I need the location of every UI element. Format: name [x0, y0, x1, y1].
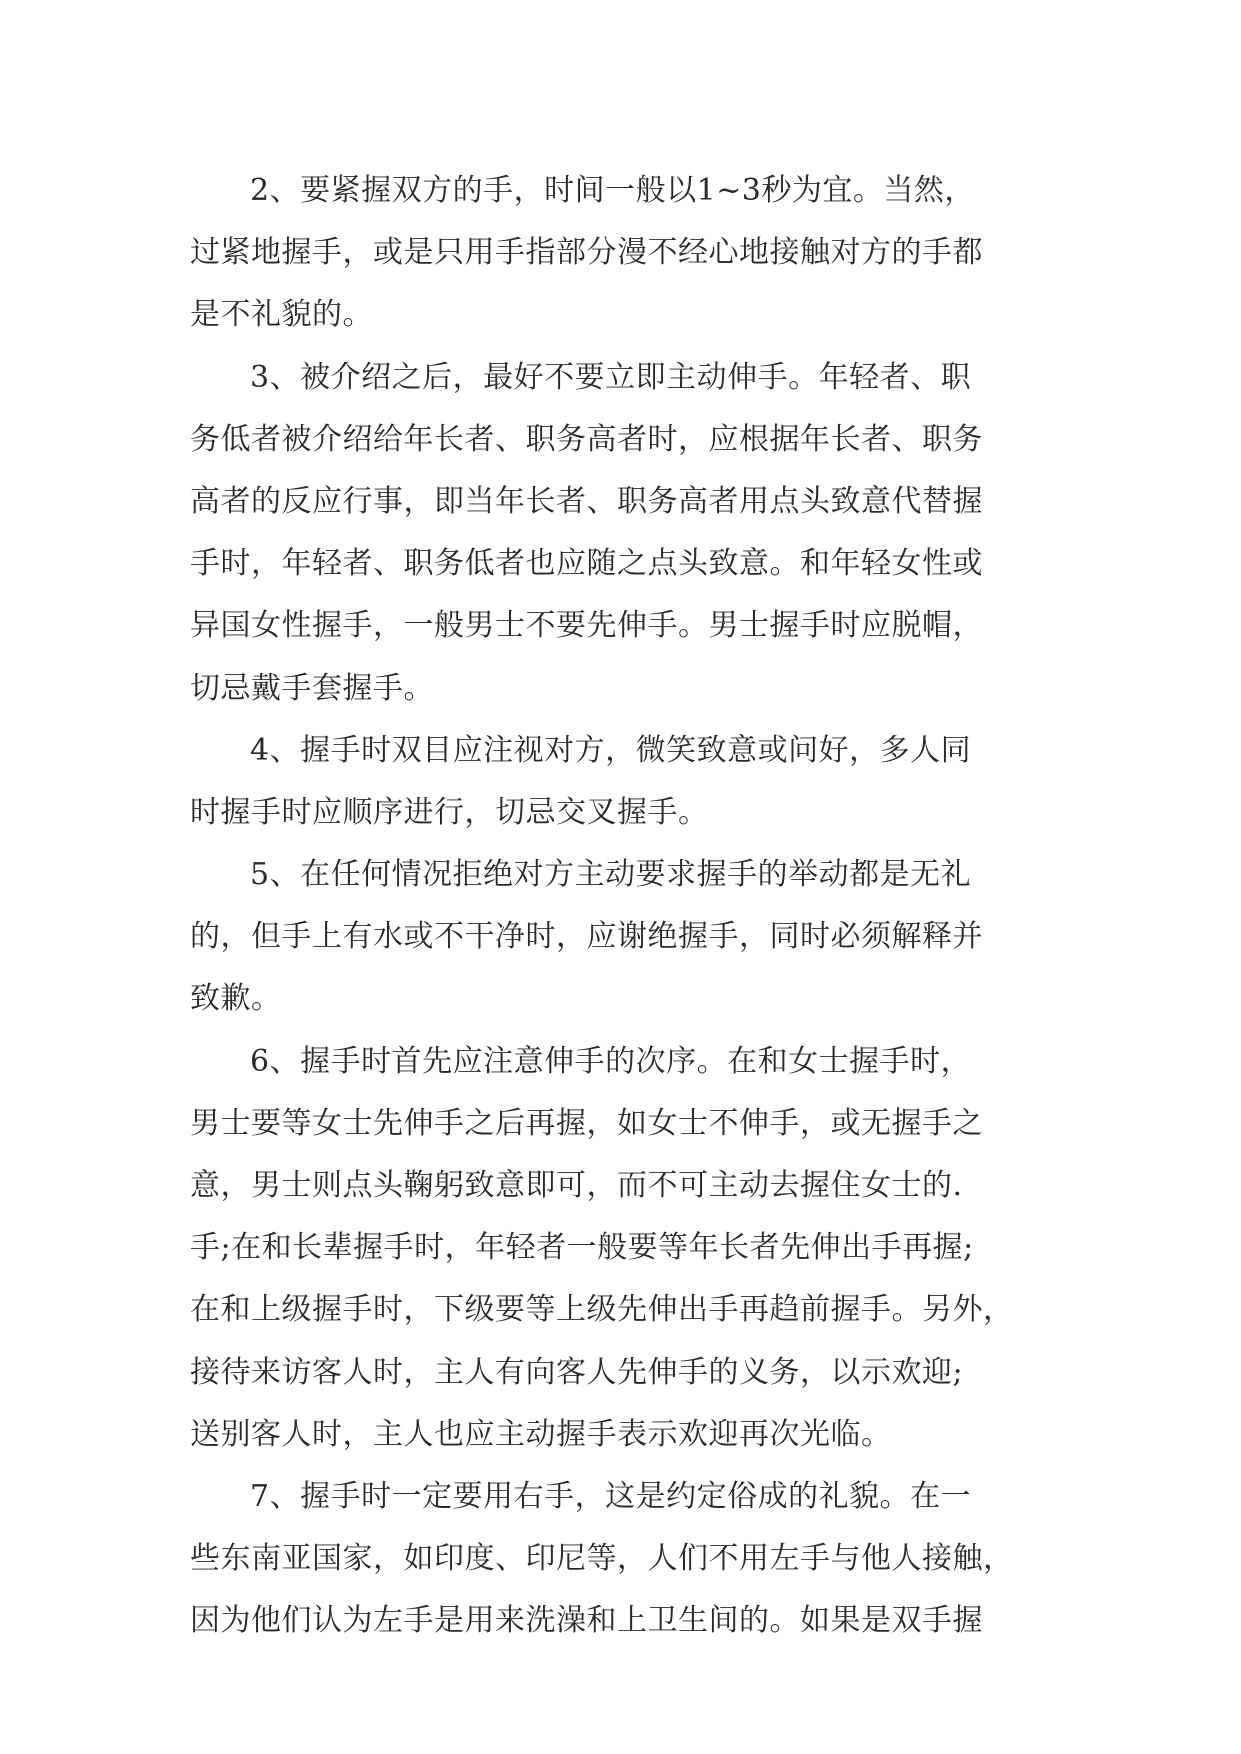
text-line: 务低者被介绍给年长者、职务高者时，应根据年长者、职务: [190, 421, 983, 457]
paragraph-6: [190, 1031, 1065, 1466]
text-line: 致歉。: [190, 981, 282, 1017]
text-line: 6、握手时首先应注意伸手的次序。在和女士握手时，: [250, 1043, 972, 1079]
text-line: 高者的反应行事，即当年长者、职务高者用点头致意代替握: [190, 483, 983, 519]
text-line: 男士要等女士先伸手之后再握，如女士不伸手，或无握手之: [190, 1105, 983, 1141]
text-line: 2、要紧握双方的手，时间一般以1~3秒为宜。当然，: [250, 173, 975, 208]
text-line: 手时，年轻者、职务低者也应随之点头致意。和年轻女性或: [190, 546, 983, 582]
text-line: 异国女性握手，一般男士不要先伸手。男士握手时应脱帽，: [190, 608, 983, 644]
text-line: 5、在任何情况拒绝对方主动要求握手的举动都是无礼: [250, 857, 972, 893]
text-line: 因为他们认为左手是用来洗澡和上卫生间的。如果是双手握: [190, 1603, 983, 1639]
paragraph-7: [190, 1466, 1065, 1653]
text-line: 是不礼貌的。: [190, 297, 373, 333]
paragraph-4: [190, 720, 1065, 844]
text-line: 手;在和长辈握手时，年轻者一般要等年长者先伸出手再握;: [190, 1230, 974, 1266]
text-line: 7、握手时一定要用右手，这是约定俗成的礼貌。在一: [250, 1478, 972, 1514]
text-line: 些东南亚国家，如印度、印尼等，人们不用左手与他人接触，: [190, 1541, 1014, 1577]
text-line: 3、被介绍之后，最好不要立即主动伸手。年轻者、职: [250, 359, 972, 395]
text-line: 切忌戴手套握手。: [190, 670, 434, 706]
text-line: 过紧地握手，或是只用手指部分漫不经心地接触对方的手都: [190, 235, 983, 271]
text-line: 的，但手上有水或不干净时，应谢绝握手，同时必须解释并: [190, 919, 983, 955]
text-line: 4、握手时双目应注视对方，微笑致意或问好，多人同: [250, 732, 972, 768]
text-line: 接待来访客人时，主人有向客人先伸手的义务，以示欢迎;: [190, 1354, 964, 1390]
paragraph-2: [190, 160, 1065, 347]
text-line: 意，男士则点头鞠躬致意即可，而不可主动去握住女士的.: [190, 1168, 963, 1203]
paragraph-3: [190, 347, 1065, 720]
text-line: 时握手时应顺序进行，切忌交叉握手。: [190, 794, 709, 830]
document-body: [190, 160, 1065, 1653]
paragraph-5: [190, 844, 1065, 1031]
text-line: 送别客人时，主人也应主动握手表示欢迎再次光临。: [190, 1416, 892, 1452]
text-line: 在和上级握手时，下级要等上级先伸出手再趋前握手。另外，: [190, 1292, 1014, 1328]
